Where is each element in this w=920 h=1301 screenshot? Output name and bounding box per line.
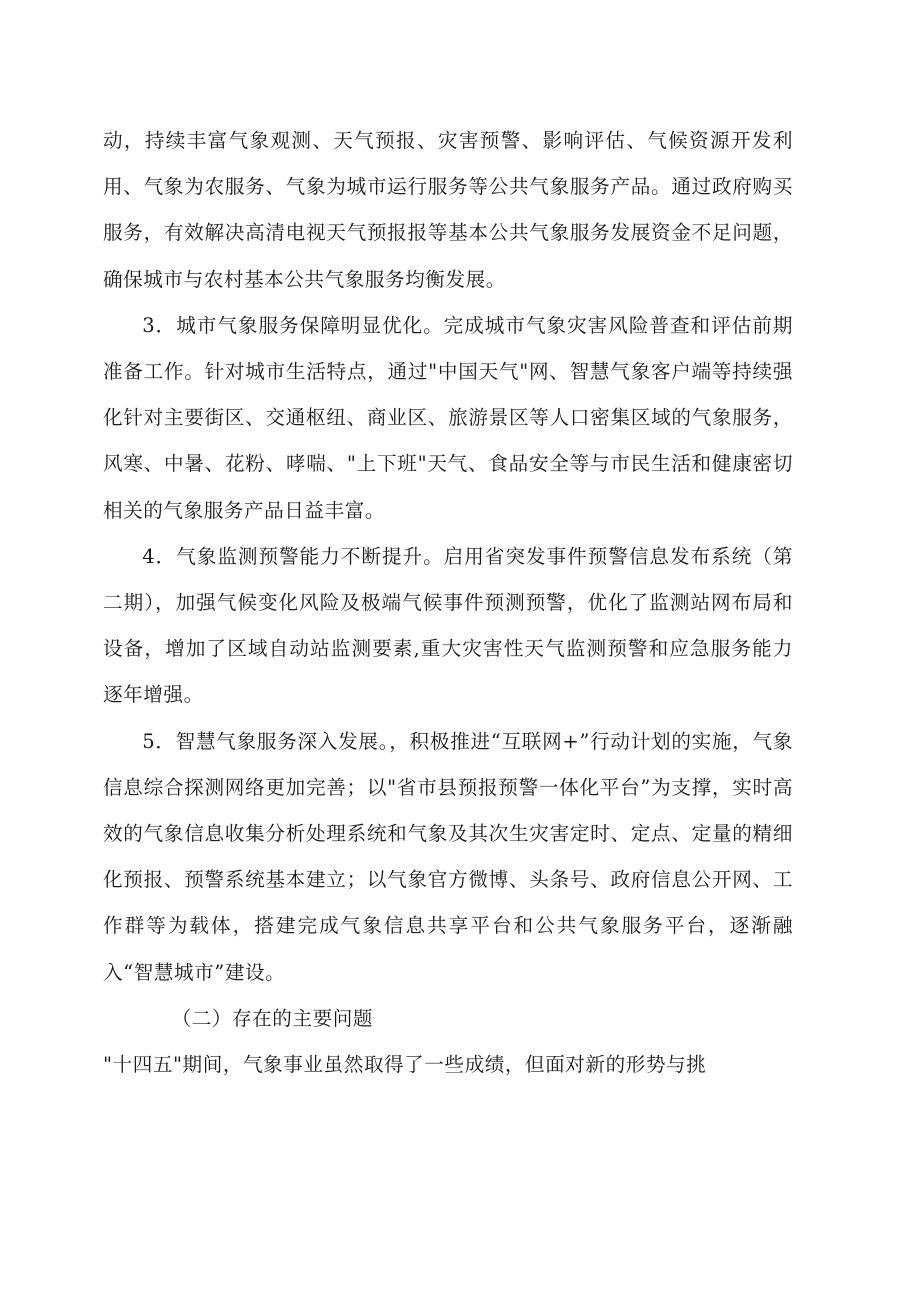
paragraph-item-4: 4．气象监测预警能力不断提升。启用省突发事件预警信息发布系统（第二期），加强气候变化风险及极端气候事件预测预警，优化了监测站网布局和设备，增加了区域自动站监测要素,重大灾害性天气监测预警和应急服务能力逐年增强。 (103, 544, 793, 707)
document-body (103, 118, 793, 1088)
paragraph-continuation: 动，持续丰富气象观测、天气预报、灾害预警、影响评估、气候资源开发利用、气象为农服务、气象为城市运行服务等公共气象服务产品。通过政府购买服务，有效解决高清电视天气预报报等基本公共气象服务发展资金不足问题，确保城市与农村基本公共气象服务均衡发展。 (103, 129, 793, 291)
paragraph-last: "十四五"期间，气象事业虽然取得了一些成绩，但面对新的形势与挑 (103, 1053, 707, 1077)
paragraph-item-3: 3．城市气象服务保障明显优化。完成城市气象灾害风险普查和评估前期准备工作。针对城市生活特点，通过"中国天气"网、智慧气象客户端等持续强化针对主要街区、交通枢纽、商业区、旅游景区等人口密集区域的气象服务，风寒、中暑、花粉、哮喘、"上下班"天气、食品安全等与市民生活和健康密切相关的气象服务产品日益丰富。 (103, 313, 793, 522)
section-heading: （二）存在的主要问题 (171, 1006, 374, 1030)
paragraph-item-5: 5．智慧气象服务深入发展。，积极推进“互联网+”行动计划的实施，气象信息综合探测网络更加完善；以"省市县预报预警一体化平台”为支撑，实时高效的气象信息收集分析处理系统和气象及其次生灾害定时、定点、定量的精细化预报、预警系统基本建立；以气象官方微博、头条号、政府信息公开网、工作群等为载体，搭建完成气象信息共享平台和公共气象服务平台，逐渐融入“智慧城市”建设。 (103, 729, 793, 984)
